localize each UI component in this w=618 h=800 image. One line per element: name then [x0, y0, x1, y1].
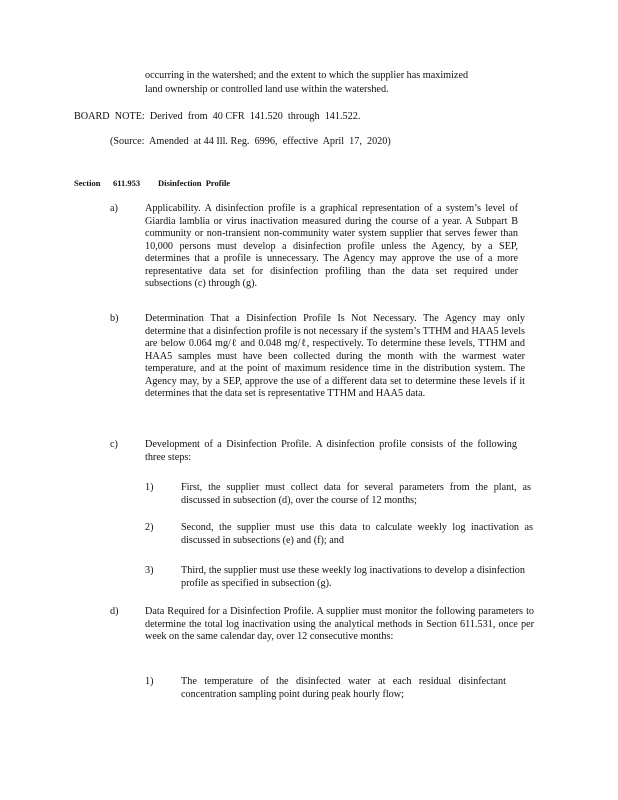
item-d-text: Data Required for a Disinfection Profile. A supplier must monitor the following parameters to determine the total log inactivation using the analytical methods in Section 611.531, once per week on the same calendar day, over 12 consecutive months: [145, 606, 534, 642]
intro-line-1: occurring in the watershed; and the extent to which the supplier has maximized [145, 70, 469, 81]
item-c-step-3-text: Third, the supplier must use these weekly log inactivations to develop a disinfection profile as specified in subsection (g). [181, 565, 525, 589]
item-d-step-1-marker: 1) [145, 676, 154, 687]
section-label: Section [74, 178, 101, 188]
item-c-marker: c) [110, 439, 118, 450]
source-note: (Source: Amended at 44 Ill. Reg. 6996, effective April 17, 2020) [110, 136, 391, 147]
item-b-marker: b) [110, 313, 119, 324]
item-c-step-1-text: First, the supplier must collect data for several parameters from the plant, as discussed in subsection (d), over the course of 12 months; [181, 482, 531, 506]
item-c-step-1-marker: 1) [145, 482, 154, 493]
item-c-text: Development of a Disinfection Profile. A disinfection profile consists of the following three steps: [145, 439, 517, 463]
intro-line-2: land ownership or controlled land use within the watershed. [145, 84, 389, 95]
section-title: Disinfection Profile [158, 178, 231, 188]
item-b-text: Determination That a Disinfection Profile Is Not Necessary. The Agency may only determine that a disinfection profile is not necessary if the system’s TTHM and HAA5 levels are below 0.064 mg/ℓ and 0.048 mg/ℓ, respectively. To determine these levels, TTHM and HAA5 samples must have been collected during the month with the warmest water temperature, and at the point of maximum residence time in the distribution system. The Agency may, by a SEP, approve the use of a different data set to determine these levels if it determines that the data set is representative TTHM and HAA5 data. [145, 313, 525, 399]
item-d-marker: d) [110, 606, 119, 617]
item-c-step-2-text: Second, the supplier must use this data to calculate weekly log inactivation as discussed in subsections (e) and (f); and [181, 522, 533, 546]
item-a-marker: a) [110, 203, 118, 214]
section-number: 611.953 [113, 178, 141, 188]
item-d-step-1-text: The temperature of the disinfected water at each residual disinfectant concentration sampling point during peak hourly flow; [181, 676, 506, 700]
board-note: BOARD NOTE: Derived from 40 CFR 141.520 through 141.522. [74, 111, 361, 122]
item-c-step-2-marker: 2) [145, 522, 154, 533]
item-c-step-3-marker: 3) [145, 565, 154, 576]
item-a-text: Applicability. A disinfection profile is a graphical representation of a system’s level of Giardia lamblia or virus inactivation measured during the course of a year. A Subpart B community or non-transient non-community water system supplier that serves fewer than 10,000 persons must develop a disinfection profile unless the Agency, by a SEP, determines that a profile is unnecessary. The Agency may approve the use of a more representative data set for disinfection profiling than the data set required under subsections (c) through (g). [145, 203, 518, 289]
